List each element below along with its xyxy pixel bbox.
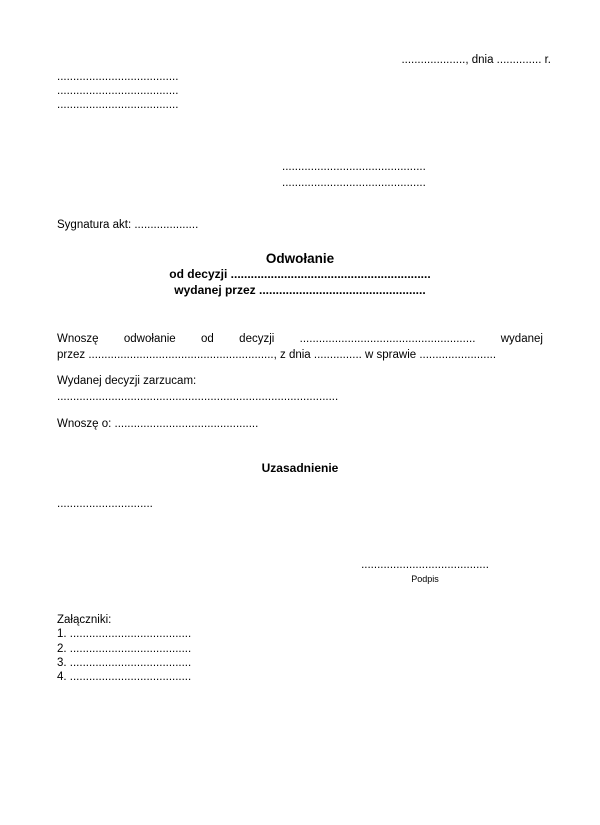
sender-line: ...................................... [57,85,179,97]
body-word: decyzji [239,333,275,345]
body-line-1 [57,331,543,347]
body-word: Wnoszę [57,333,99,345]
addressee-line: ............................................. [282,177,426,189]
title-from-decision-line: od decyzji ............................................................ [169,267,431,281]
attachment-item: 1. ...................................... [57,628,192,641]
body-word: odwołanie [123,333,176,345]
addressee-block [282,159,426,191]
charges-label: Wydanej decyzji zarzucam: [57,375,197,387]
attachments-label: Załączniki: [57,614,112,626]
request-line [57,418,258,430]
place-date-line: ...................., dnia .............. r. [401,54,551,66]
document-title: Odwołanie [265,251,335,266]
body-word: wydanej [500,333,543,345]
body-fill-dots: ....................................................... [299,333,476,345]
case-number-label: Sygnatura akt: [57,219,132,231]
signature-label: Podpis [411,574,439,584]
attachment-item: 4. ...................................... [57,671,192,684]
addressee-line: ............................................. [282,161,426,173]
body-paragraph [57,331,543,363]
justification-fill-line: .............................. [57,498,153,510]
title-issued-by-line: wydanej przez .................................................. [174,282,426,297]
sender-line: ...................................... [57,99,179,111]
case-number-dots: .................... [134,219,199,231]
sender-line: ...................................... [57,71,179,83]
signature-fill-line: ........................................ [361,559,489,571]
request-label: Wnoszę o: [57,418,112,430]
case-number-line [57,219,198,231]
attachment-item: 3. ...................................... [57,656,192,669]
signature-block [360,558,490,586]
sender-block [57,70,178,112]
body-line-2: przez .........................................................., z dnia ............... w sprawie ........................ [57,349,497,361]
attachment-item: 2. ...................................... [57,642,192,655]
title-block [0,250,600,298]
request-dots: ............................................. [114,418,259,430]
charges-fill-line: ........................................................................................ [57,391,339,403]
justification-heading: Uzasadnienie [261,461,339,475]
attachments-block [57,613,191,684]
body-word: od [201,333,214,345]
